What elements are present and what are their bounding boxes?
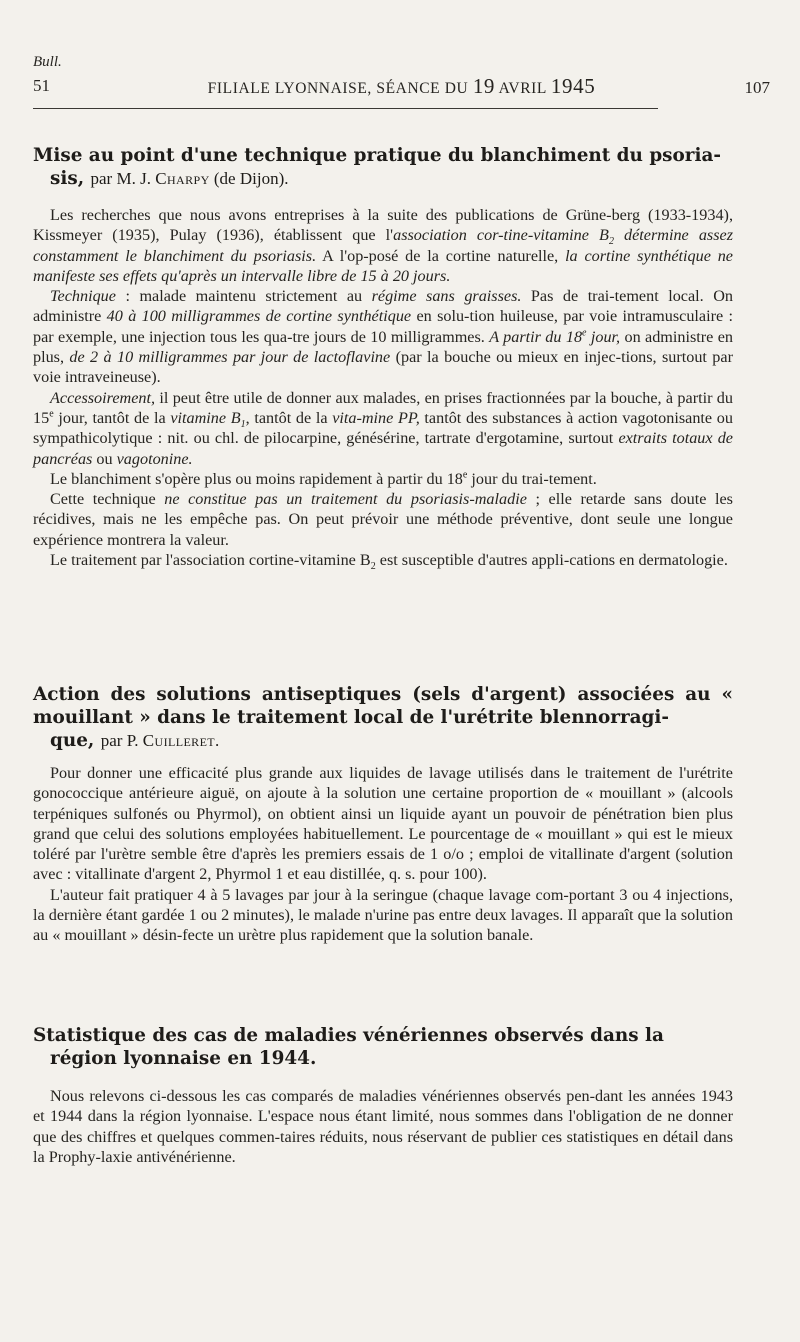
- paragraph: L'auteur fait pratiquer 4 à 5 lavages par jour à la seringue (chaque lavage com-portant 3 ou 4 injections, la dernière étant gardée 1 ou 2 minutes), le malade n'urine pas entre deux lavages. Il apparaît que la solution au « mouillant » désin-fecte un urètre plus rapidement que la solution banale.: [33, 885, 733, 945]
- article-uretrite-body: [33, 763, 733, 946]
- volume-number: 51: [33, 76, 50, 95]
- journal-abbrev: Bull.: [33, 54, 62, 70]
- author-name: Cuilleret.: [142, 731, 220, 750]
- paragraph: Les recherches que nous avons entreprises à la suite des publications de Grüne-berg (1933-1934), Kissmeyer (1935), Pulay (1936), établissent que l'association cor-tine-vitamine $B_2$ détermine assez constamment le blanchiment du psoriasis. A l'op-posé de la cortine naturelle, la cortine synthétique ne manifeste ses effets qu'après un intervalle libre de 15 à 20 jours.: [33, 206, 733, 285]
- article-uretrite-byline: par P. Cuilleret.: [100, 731, 220, 750]
- header-rule: [33, 108, 658, 109]
- article-psoriasis-byline: par M. J. Charpy (de Dijon).: [90, 169, 289, 188]
- paragraph: Nous relevons ci-dessous les cas comparés de maladies vénériennes observés pen-dant les années 1943 et 1944 dans la région lyonnaise. L'espace nous étant limité, nous sommes dans l'obligation de ne donner que des chiffres et quelques commen-taires réduits, nous réservant de publier ces statistiques en détail dans la Prophy-laxie antivénérienne.: [33, 1087, 733, 1166]
- article-statistique-body: [33, 1086, 733, 1167]
- running-title-day: 19: [472, 74, 496, 98]
- running-head: [33, 72, 770, 98]
- article-statistique-title: Statistique des cas de maladies vénériennes observés dans la région lyonnaise en 1944.: [33, 1025, 664, 1069]
- article-uretrite: [33, 683, 733, 752]
- article-psoriasis-body: [33, 205, 733, 573]
- running-title-month: AVRIL: [498, 80, 547, 97]
- paragraph: Cette technique ne constitue pas un traitement du psoriasis-maladie ; elle retarde sans doute les récidives, mais ne les empêche pas. On peut prévoir une méthode préventive, dont seule une longue expérience montrera la valeur.: [33, 490, 733, 549]
- running-title-year: 1945: [550, 74, 596, 98]
- paragraph: Le traitement par l'association cortine-vitamine $B_2$ est susceptible d'autres appli-cations en dermatologie.: [50, 551, 728, 573]
- paragraph: Le blanchiment s'opère plus ou moins rapidement à partir du 18e jour du trai-tement.: [50, 469, 597, 488]
- paragraph: Accessoirement, il peut être utile de donner aux malades, en prises fractionnées par la bouche, à partir du 15e jour, tantôt de la vitamine $B_1$, tantôt de la vita-mine PP, tantôt des substances à action vagotonisante ou sympathicolytique : nit. ou chl. de pilocarpine, génésérine, tartrate d'ergotamine, surtout extraits totaux de pancréas ou vagotonine.: [33, 388, 733, 468]
- paragraph: Pour donner une efficacité plus grande aux liquides de lavage utilisés dans le traitement de l'urétrite gonococcique antérieure aiguë, on ajoute à la solution une certaine proportion de « mouillant » (alcools terpéniques sulfonés ou Phyrmol), on obtient ainsi un liquide ayant un pouvoir de pénétration bien plus grand que celui des solutions employées habituellement. Le pourcentage de « mouillant » qui est le mieux toléré par l'urètre semble être d'après les premiers essais de 1 o/o ; emploi de vitallinate d'argent (solution avec : vitallinate d'argent 2, Phyrmol 1 et eau distillée, q. s. pour 100).: [33, 764, 733, 884]
- paragraph: Technique : malade maintenu strictement au régime sans graisses. Pas de trai-tement local. On administre 40 à 100 milligrammes de cortine synthétique en solu-tion huileuse, par voie intramusculaire : par exemple, une injection tous les qua-tre jours de 10 milligrammes. A partir du 18e jour, on administre en plus, de 2 à 10 milligrammes par jour de lactoflavine (par la bouche ou mieux en injec-tions, surtout par voie intraveineuse).: [33, 287, 733, 387]
- article-psoriasis-title: Mise au point d'une technique pratique du blanchiment du psoria- sis, par M. J. Charpy (de Dijon).: [33, 145, 722, 189]
- article-psoriasis: [33, 144, 733, 190]
- author-name: Charpy: [155, 169, 210, 188]
- article-statistique: [33, 1024, 733, 1070]
- running-title: [33, 74, 770, 99]
- page-number: 107: [744, 78, 770, 97]
- running-title-text: FILIALE LYONNAISE, SÉANCE DU: [207, 80, 469, 97]
- article-uretrite-title: Action des solutions antiseptiques (sels d'argent) associées au « mouillant » dans le traitement local de l'urétrite blennorragi- que, par P. Cuilleret.: [33, 684, 733, 751]
